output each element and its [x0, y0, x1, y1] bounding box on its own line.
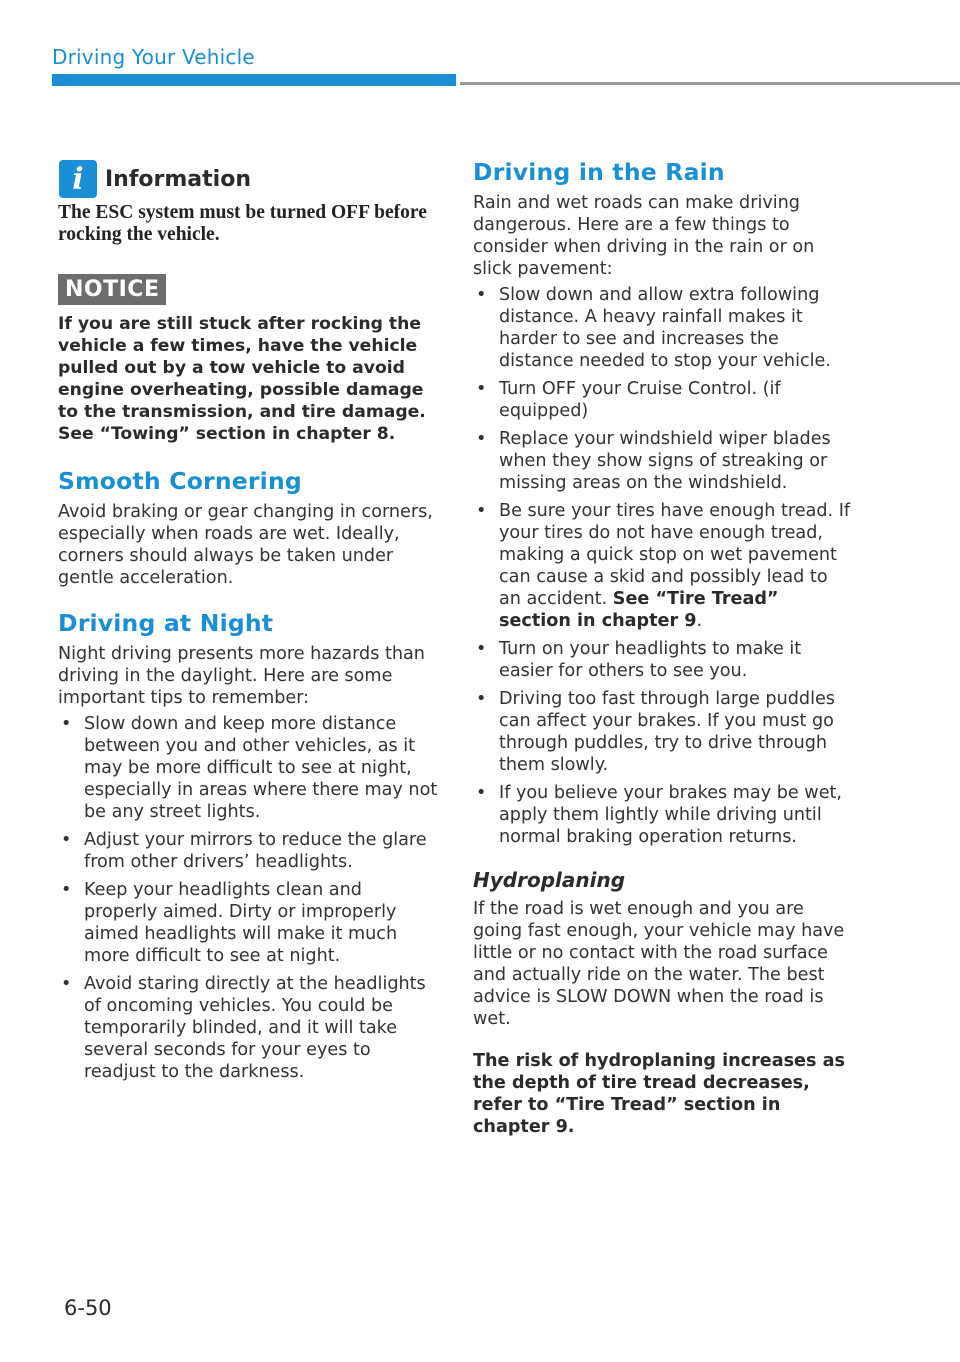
- driving-in-rain-intro: Rain and wet roads can make driving dangerous. Here are a few things to consider when driving in the rain or on slick pavement:: [473, 193, 815, 279]
- hydroplaning-text: If the road is wet enough and you are going fast enough, your vehicle may have little or no contact with the road surface and actually ride on the water. The best advice is SLOW DOWN when the road is wet.: [473, 899, 845, 1029]
- smooth-cornering-text: Avoid braking or gear changing in corners, especially when roads are wet. Ideally, corners should always be taken under gentle acceleration.: [58, 502, 433, 588]
- hydroplaning-heading: Hydroplaning: [473, 868, 626, 892]
- page-number: 6-50: [64, 1296, 112, 1320]
- hydroplaning-risk-note: The risk of hydroplaning increases as the depth of tire tread decreases, refer to “Tire Tread” section in chapter 9.: [473, 1051, 845, 1137]
- header-rule: [460, 82, 960, 85]
- left-column: [58, 160, 440, 1089]
- list-item: • Slow down and allow extra following distance. A heavy rainfall makes it harder to see and increases the distance needed to stop your vehicle.: [473, 284, 853, 372]
- notice-badge: NOTICE: [58, 274, 166, 305]
- list-item: • Replace your windshield wiper blades when they show signs of streaking or missing areas on the windshield.: [473, 428, 853, 494]
- information-title: Information: [105, 166, 251, 192]
- night-tips-list: [58, 713, 440, 1083]
- list-item: • Avoid staring directly at the headlights of oncoming vehicles. You could be temporarily blinded, and it will take several seconds for your eyes to readjust to the darkness.: [58, 973, 440, 1083]
- list-item: • Driving too fast through large puddles can affect your brakes. If you must go through puddles, try to drive through them slowly.: [473, 688, 853, 776]
- notice-text: If you are still stuck after rocking the vehicle a few times, have the vehicle pulled out by a tow vehicle to avoid engine overheating, possible damage to the transmission, and tire damage. See “Towing” section in chapter 8.: [58, 314, 426, 444]
- information-text: The ESC system must be turned OFF before rocking the vehicle.: [58, 202, 427, 245]
- tread-end: .: [696, 611, 703, 631]
- list-item: • If you believe your brakes may be wet, apply them lightly while driving until normal braking operation returns.: [473, 782, 853, 848]
- right-column: [473, 158, 853, 1138]
- list-item: • Slow down and keep more distance between you and other vehicles, as it may be more difficult to see at night, especially in areas where there may not be any street lights.: [58, 713, 440, 823]
- smooth-cornering-heading: Smooth Cornering: [58, 467, 302, 495]
- list-item: • Keep your headlights clean and properly aimed. Dirty or improperly aimed headlights will make it much more difficult to see at night.: [58, 879, 440, 967]
- tread-reference: See “Tire Tread” section in chapter 9: [499, 589, 779, 631]
- rain-tips-list: [473, 284, 853, 848]
- driving-at-night-heading: Driving at Night: [58, 609, 274, 637]
- information-header: [58, 160, 440, 198]
- driving-at-night-intro: Night driving presents more hazards than driving in the daylight. Here are some important tips to remember:: [58, 644, 425, 708]
- header-accent-bar: [52, 74, 456, 86]
- info-icon: i: [59, 160, 97, 198]
- list-item-tread: [473, 500, 853, 632]
- section-header-title: Driving Your Vehicle: [52, 45, 255, 69]
- list-item: • Turn on your headlights to make it easier for others to see you.: [473, 638, 853, 682]
- tread-text: Be sure your tires have enough tread. If your tires do not have enough tread, making a quick stop on wet pavement can cause a skid and possibly lead to an accident.: [499, 501, 851, 609]
- list-item: • Turn OFF your Cruise Control. (if equipped): [473, 378, 853, 422]
- driving-in-rain-heading: Driving in the Rain: [473, 158, 725, 186]
- list-item: • Adjust your mirrors to reduce the glare from other drivers’ headlights.: [58, 829, 440, 873]
